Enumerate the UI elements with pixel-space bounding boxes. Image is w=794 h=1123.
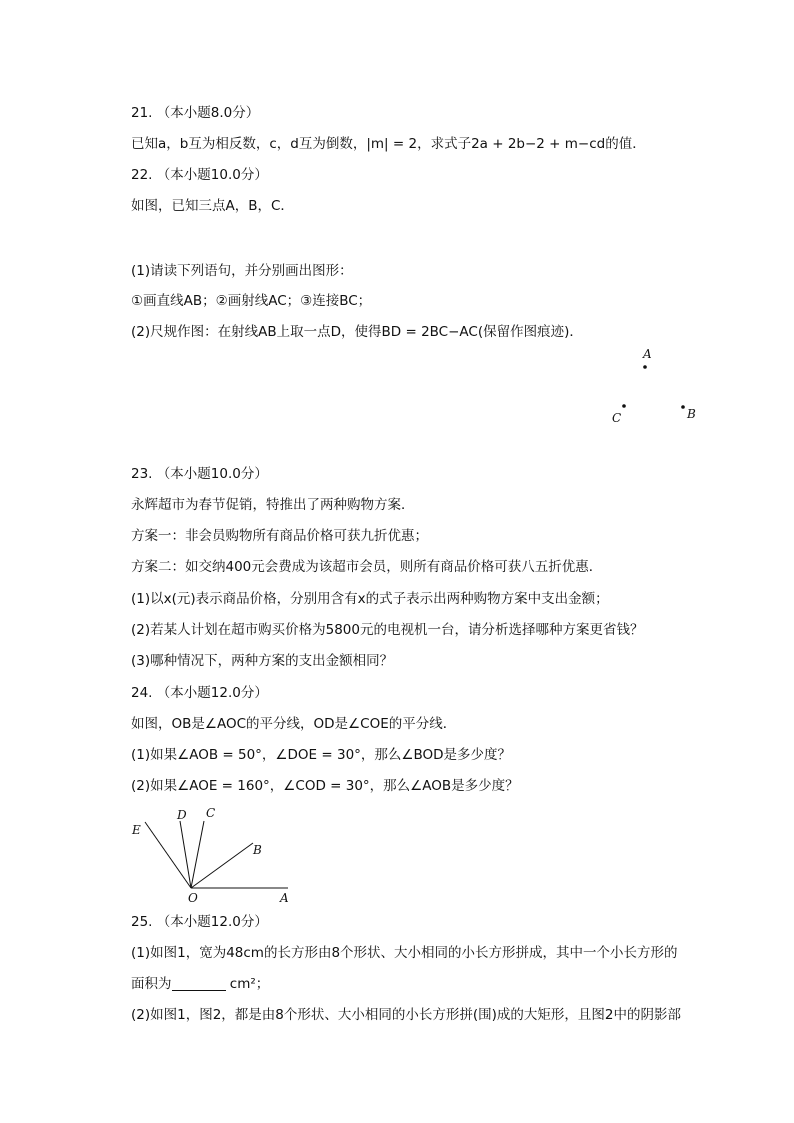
label-e: E [132, 823, 141, 837]
q21-header [131, 104, 259, 122]
q23-part2: (2)若某人计划在超市购买价格为5800元的电视机一台，请分析选择哪种方案更省钱？ [131, 622, 644, 638]
q24-part2: (2)如果∠AOE = 160°，∠COD = 30°，那么∠AOB是多少度？ [131, 778, 519, 794]
q25-part2: (2)如图1，图2，都是由8个形状、大小相同的小长方形拼(围)成的大矩形，且图2中的阴影部 [131, 1007, 682, 1023]
q25-header [131, 913, 268, 931]
q23-intro: 永辉超市为春节促销，特推出了两种购物方案． [131, 497, 415, 513]
point-c [622, 404, 626, 408]
label-o: O [188, 891, 198, 905]
q24-number: 24. [131, 685, 153, 701]
q21-text: 已知a，b互为相反数，c，d互为倒数，|m| = 2，求式子2a + 2b−2 + m−cd的值． [131, 136, 646, 152]
q23-plan1: 方案一：非会员购物所有商品价格可获九折优惠； [131, 528, 428, 544]
ray-oe [145, 822, 191, 888]
ray-od [180, 821, 191, 888]
q23-header [131, 465, 268, 483]
q23-part1: (1)以x(元)表示商品价格，分别用含有x的式子表示出两种购物方案中支出金额； [131, 591, 609, 607]
answer-blank[interactable] [172, 976, 226, 991]
q22-part2: (2)尺规作图：在射线AB上取一点D，使得BD = 2BC−AC(保留作图痕迹)． [131, 324, 583, 340]
q25-part1-line2 [131, 975, 269, 993]
q22-part1: (1)请读下列语句，并分别画出图形： [131, 263, 353, 279]
point-b [681, 405, 685, 409]
q23-number: 23. [131, 466, 153, 482]
q25-area-prefix: 面积为 [131, 976, 172, 992]
label-b: B [253, 843, 262, 857]
q25-number: 25. [131, 914, 153, 930]
q23-part3: (3)哪种情况下，两种方案的支出金额相同？ [131, 653, 394, 669]
label-a: A [280, 891, 289, 905]
label-d: D [177, 808, 187, 822]
point-a [643, 365, 647, 369]
q24-intro: 如图，OB是∠AOC的平分线，OD是∠COE的平分线． [131, 716, 457, 732]
q24-score: （本小题12.0分） [156, 685, 268, 701]
q22-number: 22. [131, 167, 153, 183]
q22-header [131, 166, 268, 184]
q22-part1-items: ①画直线AB；②画射线AC；③连接BC； [131, 293, 372, 309]
label-c: C [206, 806, 216, 820]
q23-score: （本小题10.0分） [156, 466, 268, 482]
q24-header [131, 684, 268, 702]
point-b-label: B [687, 407, 696, 421]
q23-plan2: 方案二：如交纳400元会费成为该超市会员，则所有商品价格可获八五折优惠． [131, 559, 603, 575]
ray-oc [191, 821, 204, 888]
q25-score: （本小题12.0分） [156, 914, 268, 930]
q24-part1: (1)如果∠AOB = 50°，∠DOE = 30°，那么∠BOD是多少度？ [131, 747, 512, 763]
ray-ob [191, 843, 253, 888]
point-c-label: C [612, 411, 622, 425]
q22-intro: 如图，已知三点A，B，C． [131, 198, 294, 214]
q24-angle-figure [125, 800, 305, 908]
q21-number: 21. [131, 105, 153, 121]
q25-area-unit: cm²； [229, 976, 270, 992]
point-a-label: A [643, 347, 652, 361]
q25-part1-line1: (1)如图1，宽为48cm的长方形由8个形状、大小相同的小长方形拼成，其中一个小长方形的 [131, 945, 678, 961]
q21-score: （本小题8.0分） [156, 105, 260, 121]
q22-points-figure [600, 340, 710, 430]
q22-score: （本小题10.0分） [156, 167, 268, 183]
